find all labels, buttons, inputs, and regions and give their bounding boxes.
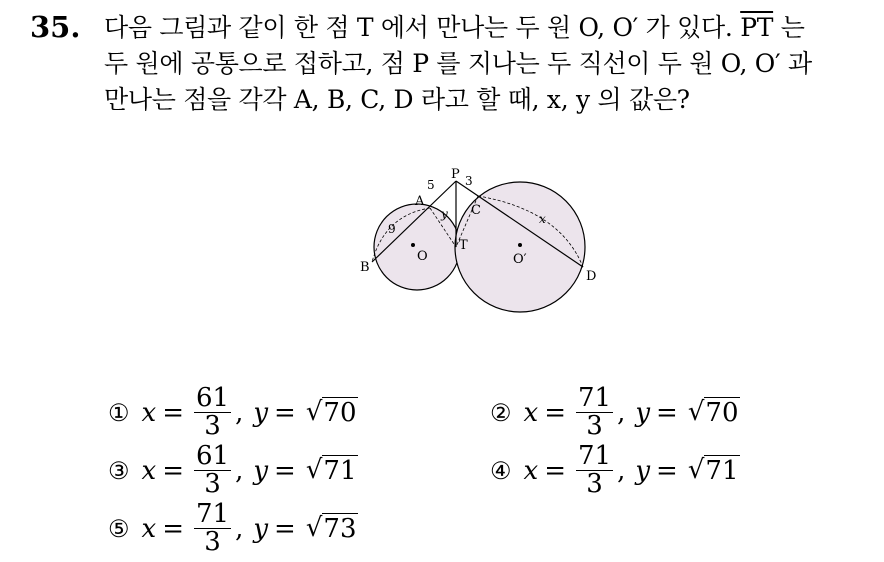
label-len-pa: 5 [427, 178, 435, 192]
choice-3[interactable] [108, 443, 358, 499]
equals: = [274, 513, 296, 544]
choice-mark: ④ [490, 456, 512, 485]
x-denominator: 3 [204, 527, 221, 558]
segment-pt: $\overline{PT}$ [740, 13, 774, 42]
comma: , [617, 397, 626, 428]
x-numerator: 71 [195, 499, 230, 529]
equals: = [544, 397, 566, 428]
radical-sign: √ [305, 397, 323, 428]
y-sqrt [688, 397, 740, 428]
x-numerator: 71 [577, 441, 612, 471]
choice-4[interactable] [490, 443, 740, 499]
var-y: y [253, 397, 269, 428]
label-c: C [471, 203, 481, 218]
comma: , [235, 455, 244, 486]
choice-mark: ② [490, 398, 512, 427]
comma: , [235, 513, 244, 544]
y-radicand: 70 [323, 398, 357, 429]
equals: = [656, 397, 678, 428]
var-x: x [523, 397, 539, 428]
x-fraction [194, 443, 231, 499]
radical-sign: √ [305, 455, 323, 486]
x-fraction [194, 385, 231, 441]
label-t: T [459, 238, 468, 253]
var-y: y [635, 397, 651, 428]
choice-mark: ⑤ [108, 514, 130, 543]
comma: , [235, 397, 244, 428]
stem-line-2: 두 원에 공통으로 접하고, 점 P 를 지나는 두 직선이 두 원 O, O′ 과 [104, 49, 812, 78]
question-stem [104, 10, 874, 118]
choice-2[interactable] [490, 385, 740, 441]
label-o-prime: O′ [513, 252, 527, 267]
label-y: y [441, 207, 448, 221]
equals: = [656, 455, 678, 486]
y-radicand: 71 [323, 456, 357, 487]
label-o: O [417, 249, 428, 264]
equals: = [162, 397, 184, 428]
x-denominator: 3 [586, 469, 603, 500]
label-d: D [586, 269, 597, 284]
var-x: x [141, 397, 157, 428]
label-x: x [539, 212, 546, 226]
var-x: x [141, 513, 157, 544]
equals: = [274, 455, 296, 486]
equals: = [162, 455, 184, 486]
y-sqrt [306, 455, 358, 486]
y-sqrt [688, 455, 740, 486]
y-radicand: 73 [323, 514, 357, 545]
var-x: x [523, 455, 539, 486]
choice-mark: ③ [108, 456, 130, 485]
choice-5[interactable] [108, 501, 358, 557]
stem-line-3: 만나는 점을 각각 A, B, C, D 라고 할 때, x, y 의 값은? [104, 85, 690, 114]
x-numerator: 71 [577, 383, 612, 413]
equals: = [162, 513, 184, 544]
label-p: P [451, 167, 460, 182]
radical-sign: √ [687, 455, 705, 486]
label-a: A [415, 194, 425, 209]
x-numerator: 61 [195, 441, 230, 471]
x-fraction [194, 501, 231, 557]
center-o [411, 243, 415, 247]
label-len-pc: 3 [465, 174, 473, 188]
x-fraction [576, 385, 613, 441]
equals: = [274, 397, 296, 428]
equals: = [544, 455, 566, 486]
var-x: x [141, 455, 157, 486]
y-sqrt [306, 397, 358, 428]
label-b: B [360, 260, 370, 275]
var-y: y [253, 513, 269, 544]
x-denominator: 3 [204, 469, 221, 500]
center-o-prime [518, 243, 522, 247]
stem-line-1-text: 다음 그림과 같이 한 점 T 에서 만나는 두 원 O, O′ 가 있다. [104, 13, 733, 42]
y-sqrt [306, 513, 358, 544]
var-y: y [635, 455, 651, 486]
x-numerator: 61 [195, 383, 230, 413]
var-y: y [253, 455, 269, 486]
geometry-figure [355, 165, 595, 320]
y-radicand: 71 [705, 456, 739, 487]
x-denominator: 3 [204, 411, 221, 442]
comma: , [617, 455, 626, 486]
question-number: 35. [30, 10, 81, 44]
radical-sign: √ [687, 397, 705, 428]
radical-sign: √ [305, 513, 323, 544]
x-denominator: 3 [586, 411, 603, 442]
y-radicand: 70 [705, 398, 739, 429]
choice-1[interactable] [108, 385, 358, 441]
label-len-ab: 9 [388, 222, 396, 236]
stem-line-1-end: 는 [780, 13, 805, 42]
stem-line-1 [104, 10, 874, 46]
choice-mark: ① [108, 398, 130, 427]
x-fraction [576, 443, 613, 499]
